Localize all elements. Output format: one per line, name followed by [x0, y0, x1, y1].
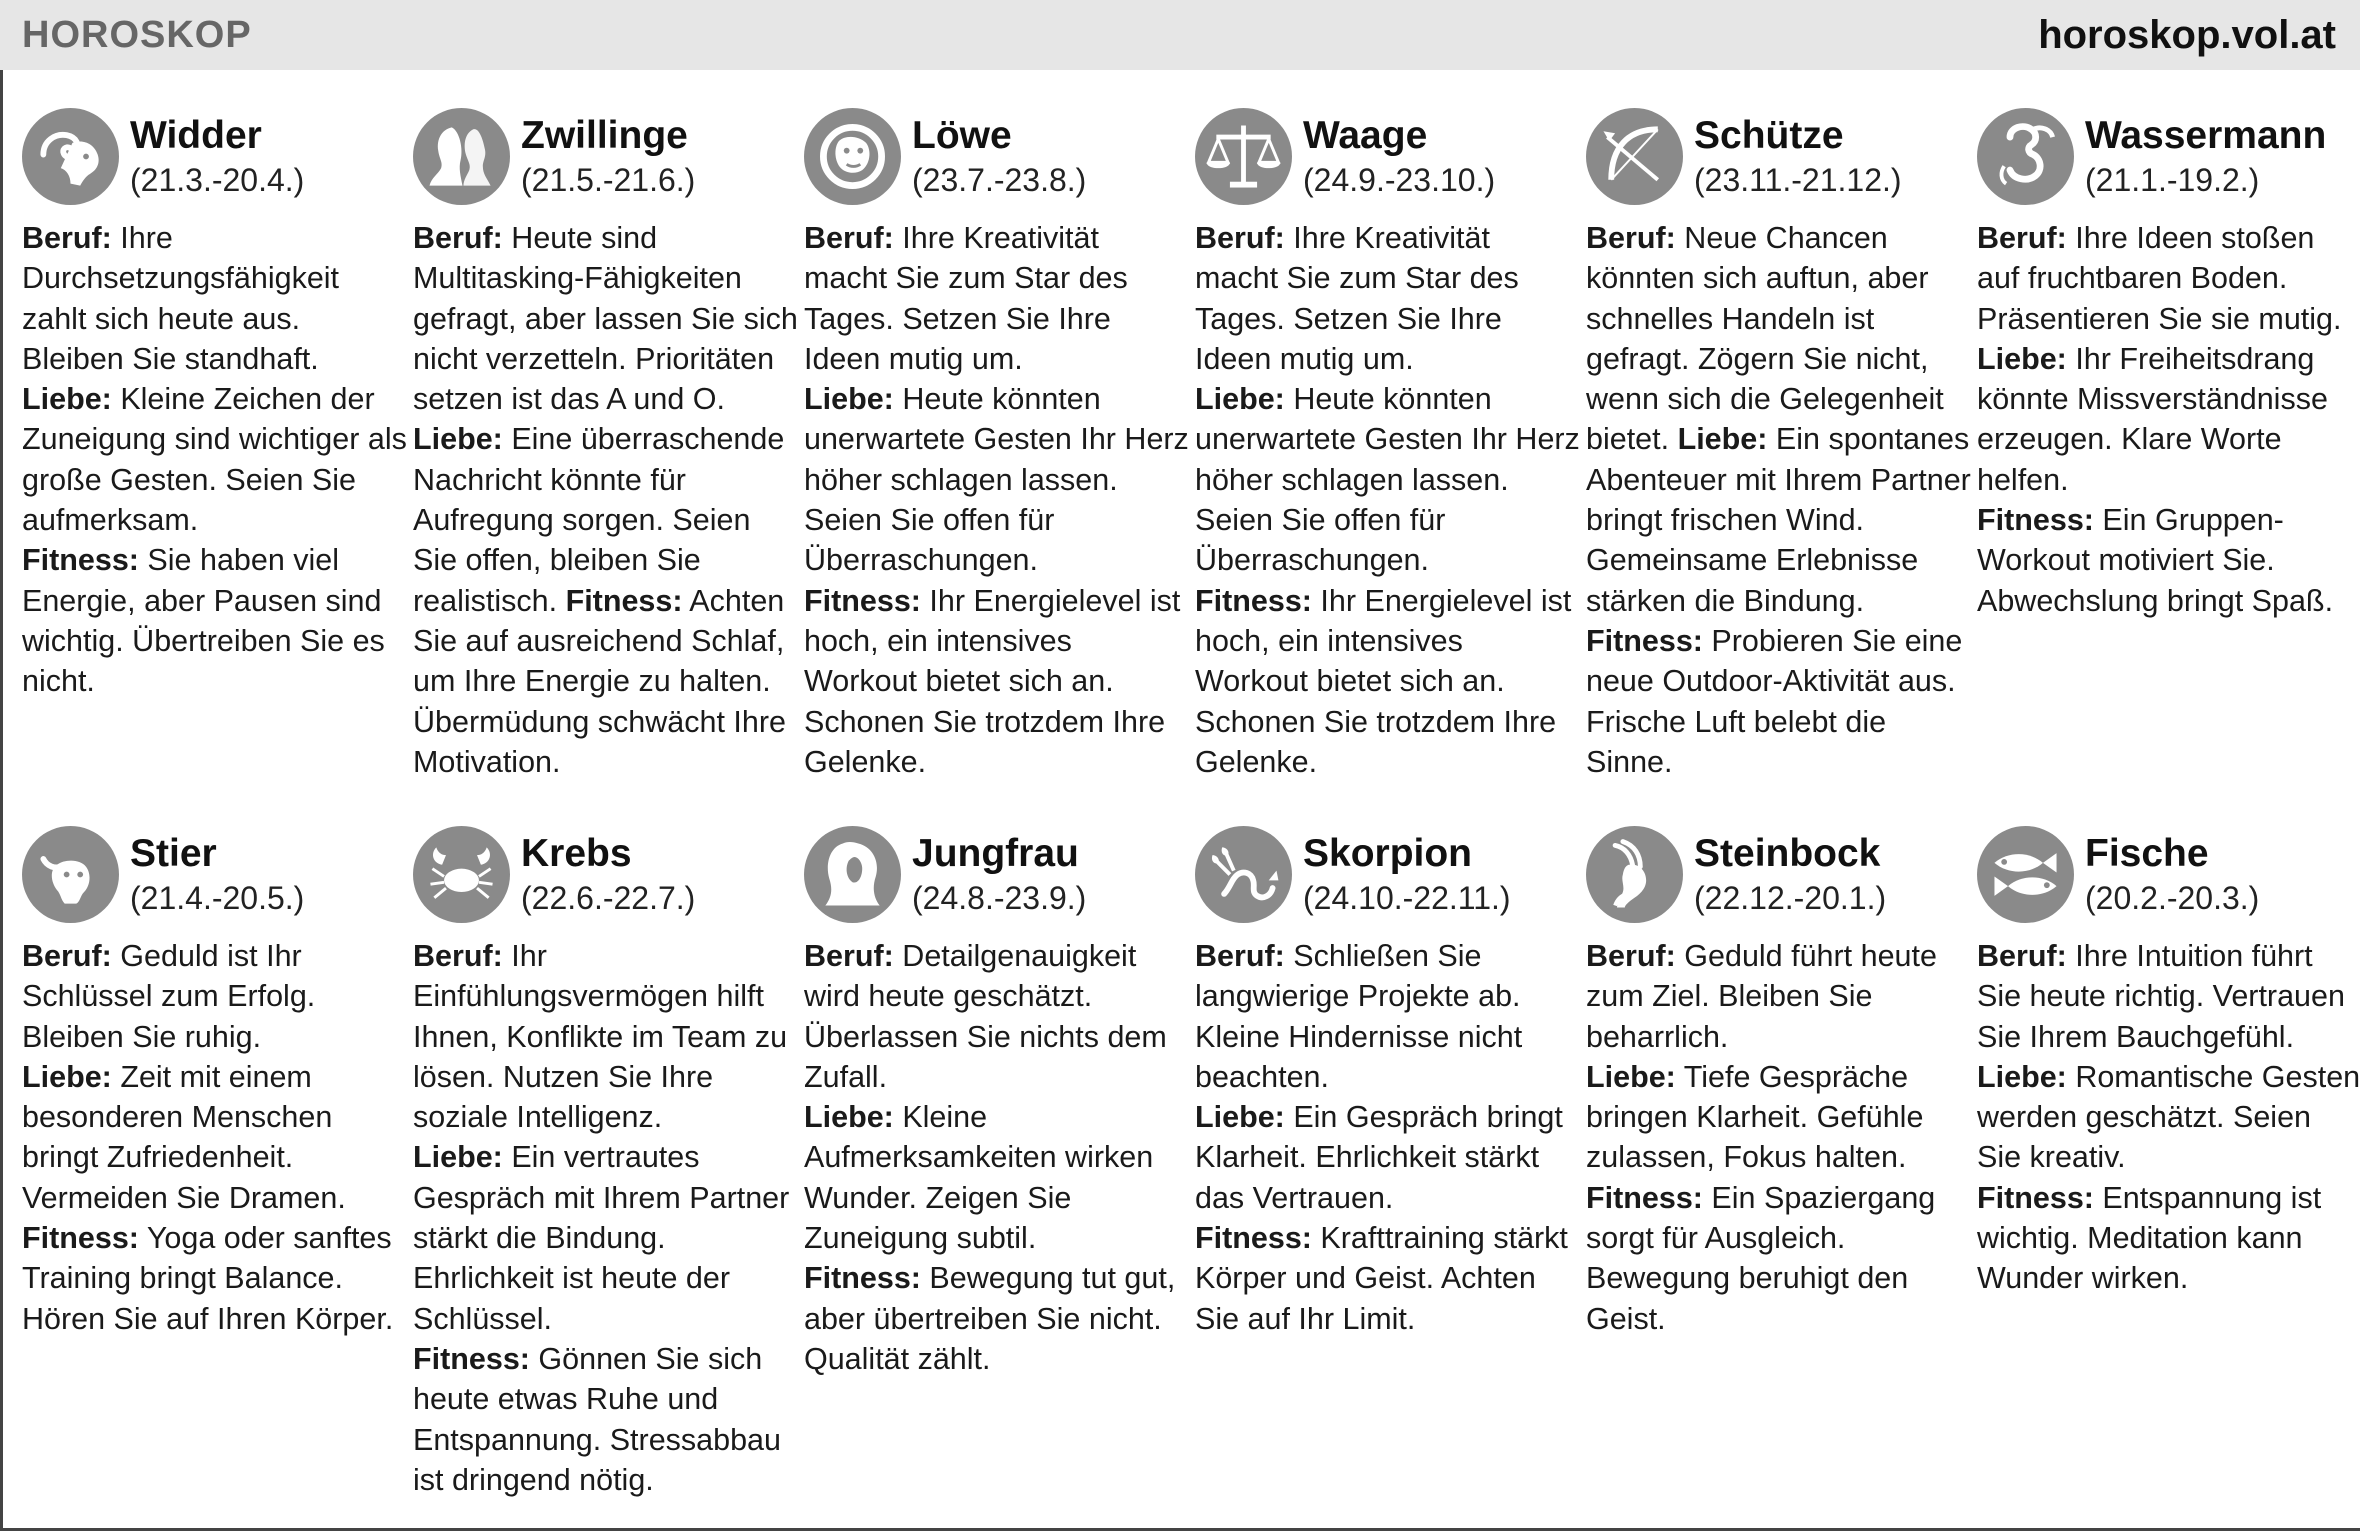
sign-text [1977, 218, 2360, 621]
sign-name: Löwe [912, 114, 1012, 157]
section-text: Ein Spaziergang sorgt für Ausgleich. Bewegung beruhigt den Geist. [1586, 1180, 1936, 1336]
section-label: Liebe: [22, 382, 112, 417]
sign-text [1195, 218, 1580, 782]
site-link[interactable]: horoskop.vol.at [2038, 13, 2336, 57]
twins-icon [413, 108, 510, 205]
sign-header [413, 826, 798, 936]
section-text: Heute könnten unerwartete Gesten Ihr Herz höher schlagen lassen. Seien Sie offen für Überraschungen. [1195, 382, 1580, 578]
section-label: Beruf: [804, 939, 894, 973]
section-text: Yoga oder sanftes Training bringt Balance. Hören Sie auf Ihren Körper. [22, 1221, 394, 1336]
sign-card-skorpion [1195, 826, 1586, 1526]
sign-card-schuetze [1586, 108, 1977, 826]
sign-text [804, 936, 1189, 1379]
sign-header [1977, 108, 2360, 218]
sign-dates: (23.7.-23.8.) [912, 162, 1087, 198]
section-text: Ein Gespräch bringt Klarheit. Ehrlichkeit stärkt das Vertrauen. [1195, 1100, 1563, 1215]
sign-dates: (21.3.-20.4.) [130, 162, 305, 198]
capricorn-icon [1586, 826, 1683, 923]
section-label: Beruf: [1977, 221, 2067, 255]
water-bearer-icon [1977, 108, 2074, 205]
section-label: Beruf: [1195, 939, 1285, 973]
section-text: Probieren Sie eine neue Outdoor-Aktivität aus. Frische Luft belebt die Sinne. [1586, 623, 1963, 779]
horoscope-grid [22, 108, 2360, 1526]
section-text: Bewegung tut gut, aber übertreiben Sie nicht. Qualität zählt. [804, 1261, 1176, 1376]
section-text: Tiefe Gespräche bringen Klarheit. Gefühle zulassen, Fokus halten. [1586, 1059, 1924, 1175]
section-label: Liebe: [1195, 1100, 1285, 1135]
section-text: Ihr Einfühlungsvermögen hilft Ihnen, Konflikte im Team zu lösen. Nutzen Sie Ihre soziale Intelligenz. [413, 939, 788, 1135]
sign-text [22, 218, 407, 702]
section-label: Liebe: [1977, 1059, 2067, 1094]
sign-card-widder [22, 108, 413, 826]
sign-dates: (23.11.-21.12.) [1694, 162, 1902, 198]
sign-name: Zwillinge [521, 114, 688, 157]
sign-card-zwillinge [413, 108, 804, 826]
section-label: Liebe: [1677, 422, 1768, 457]
section-text: Ihre Ideen stoßen auf fruchtbaren Boden. Präsentieren Sie sie mutig. [1977, 221, 2342, 336]
section-label: Beruf: [1195, 221, 1285, 255]
section-label: Fitness: [22, 1221, 139, 1256]
section-text: Eine überraschende Nachricht könnte für Aufregung sorgen. Seien Sie offen, bleiben Sie realistisch. [413, 422, 785, 618]
section-label: Fitness: [413, 1341, 530, 1376]
section-text: Krafttraining stärkt Körper und Geist. Achten Sie auf Ihr Limit. [1195, 1221, 1568, 1336]
section-label: Fitness: [1586, 623, 1703, 658]
section-text: Kleine Zeichen der Zuneigung sind wichtiger als große Gesten. Seien Sie aufmerksam. [22, 382, 407, 538]
sign-dates: (20.2.-20.3.) [2085, 880, 2260, 916]
sign-header [1195, 826, 1580, 936]
lion-icon [804, 108, 901, 205]
section-label: Beruf: [1586, 221, 1676, 255]
sign-header [1195, 108, 1580, 218]
sign-header [804, 826, 1189, 936]
sign-text [1977, 936, 2360, 1299]
section-label: Fitness: [1195, 583, 1312, 618]
sign-header [413, 108, 798, 218]
sign-name: Stier [130, 832, 217, 875]
sign-name: Jungfrau [912, 832, 1079, 875]
section-text: Ein spontanes Abenteuer mit Ihrem Partner bringt frischen Wind. Gemeinsame Erlebnisse stärken die Bindung. [1586, 422, 1971, 618]
virgin-icon [804, 826, 901, 923]
sign-dates: (24.10.-22.11.) [1303, 880, 1511, 916]
archer-icon [1586, 108, 1683, 205]
section-label: Fitness: [1977, 503, 2094, 538]
sign-card-krebs [413, 826, 804, 1526]
section-text: Ihre Kreativität macht Sie zum Star des Tages. Setzen Sie Ihre Ideen mutig um. [804, 221, 1128, 376]
section-text: Entspannung ist wichtig. Meditation kann Wunder wirken. [1977, 1180, 2322, 1296]
section-text: Schließen Sie langwierige Projekte ab. Kleine Hindernisse nicht beachten. [1195, 939, 1523, 1094]
sign-dates: (21.5.-21.6.) [521, 162, 696, 198]
section-text: Ihr Energielevel ist hoch, ein intensives Workout bietet sich an. Schonen Sie trotzdem Ihre Gelenke. [804, 583, 1181, 779]
section-text: Gönnen Sie sich heute etwas Ruhe und Entspannung. Stressabbau ist dringend nötig. [413, 1341, 781, 1497]
sign-name: Steinbock [1694, 832, 1881, 875]
section-text: Detailgenauigkeit wird heute geschätzt. Überlassen Sie nichts dem Zufall. [804, 939, 1167, 1094]
section-label: Liebe: [22, 1059, 112, 1094]
ram-icon [22, 108, 119, 205]
section-label: Liebe: [413, 422, 503, 457]
section-label: Liebe: [1195, 382, 1285, 417]
scales-icon [1195, 108, 1292, 205]
sign-card-loewe [804, 108, 1195, 826]
section-text: Geduld ist Ihr Schlüssel zum Erfolg. Bleiben Sie ruhig. [22, 939, 316, 1054]
section-text: Neue Chancen könnten sich auftun, aber schnelles Handeln ist gefragt. Zögern Sie nicht, wenn sich die Gelegenheit bietet. [1586, 221, 1944, 457]
sign-header [1586, 826, 1971, 936]
sign-name: Skorpion [1303, 832, 1473, 875]
sign-text [413, 936, 798, 1500]
sign-text [413, 218, 798, 782]
section-label: Beruf: [1586, 939, 1676, 973]
section-label: Beruf: [413, 939, 503, 973]
sign-dates: (21.4.-20.5.) [130, 880, 305, 916]
crab-icon [413, 826, 510, 923]
section-label: Fitness: [804, 583, 921, 618]
section-label: Liebe: [804, 382, 894, 417]
sign-header [1977, 826, 2360, 936]
sign-card-fische [1977, 826, 2360, 1526]
section-text: Achten Sie auf ausreichend Schlaf, um Ihre Energie zu halten. Übermüdung schwächt Ihre Motivation. [413, 583, 786, 779]
section-label: Fitness: [1586, 1180, 1703, 1215]
sign-header [1586, 108, 1971, 218]
section-label: Liebe: [1977, 341, 2067, 376]
section-text: Heute könnten unerwartete Gesten Ihr Herz höher schlagen lassen. Seien Sie offen für Überraschungen. [804, 382, 1189, 578]
section-text: Sie haben viel Energie, aber Pausen sind wichtig. Übertreiben Sie es nicht. [22, 543, 385, 699]
sign-card-stier [22, 826, 413, 1526]
sign-card-waage [1195, 108, 1586, 826]
fish-icon [1977, 826, 2074, 923]
section-label: Beruf: [804, 221, 894, 255]
section-label: Liebe: [1586, 1059, 1676, 1094]
sign-text [1586, 218, 1971, 782]
sign-dates: (22.6.-22.7.) [521, 880, 696, 916]
sign-name: Widder [130, 114, 262, 157]
sign-card-steinbock [1586, 826, 1977, 1526]
sign-name: Waage [1303, 114, 1428, 157]
section-label: Liebe: [413, 1140, 503, 1175]
section-label: Fitness: [565, 583, 683, 618]
section-label: Beruf: [22, 939, 112, 973]
header-bar [0, 0, 2360, 70]
section-title: HOROSKOP [22, 14, 252, 56]
section-text: Zeit mit einem besonderen Menschen bringt Zufriedenheit. Vermeiden Sie Dramen. [22, 1059, 346, 1215]
sign-dates: (21.1.-19.2.) [2085, 162, 2260, 198]
section-label: Liebe: [804, 1100, 894, 1135]
section-label: Fitness: [1977, 1180, 2094, 1215]
sign-dates: (24.8.-23.9.) [912, 880, 1087, 916]
bull-icon [22, 826, 119, 923]
section-text: Ihre Durchsetzungsfähigkeit zahlt sich heute aus. Bleiben Sie standhaft. [22, 221, 340, 376]
section-text: Romantische Gesten werden geschätzt. Seien Sie kreativ. [1977, 1059, 2360, 1175]
section-label: Beruf: [1977, 939, 2067, 973]
section-label: Beruf: [22, 221, 112, 255]
sign-text [1195, 936, 1580, 1339]
sign-card-wassermann [1977, 108, 2360, 826]
section-text: Heute sind Multitasking-Fähigkeiten gefragt, aber lassen Sie sich nicht verzetteln. Prioritäten setzen ist das A und O. [413, 221, 798, 417]
sign-name: Schütze [1694, 114, 1844, 157]
section-text: Ihr Energielevel ist hoch, ein intensives Workout bietet sich an. Schonen Sie trotzdem Ihre Gelenke. [1195, 583, 1572, 779]
sign-text [804, 218, 1189, 782]
sign-dates: (24.9.-23.10.) [1303, 162, 1496, 198]
section-text: Geduld führt heute zum Ziel. Bleiben Sie beharrlich. [1586, 939, 1937, 1054]
sign-name: Krebs [521, 832, 632, 875]
section-label: Fitness: [1195, 1221, 1312, 1256]
section-text: Ein vertrautes Gespräch mit Ihrem Partner stärkt die Bindung. Ehrlichkeit ist heute der Schlüssel. [413, 1140, 790, 1336]
sign-name: Wassermann [2085, 114, 2327, 157]
scorpion-icon [1195, 826, 1292, 923]
section-text: Ein Gruppen-Workout motiviert Sie. Abwechslung bringt Spaß. [1977, 503, 2334, 618]
sign-card-jungfrau [804, 826, 1195, 1526]
section-text: Ihr Freiheitsdrang könnte Missverständnisse erzeugen. Klare Worte helfen. [1977, 341, 2328, 497]
sign-text [22, 936, 407, 1339]
section-label: Beruf: [413, 221, 503, 255]
sign-header [804, 108, 1189, 218]
sign-header [22, 108, 407, 218]
section-label: Fitness: [804, 1261, 921, 1296]
section-text: Ihre Intuition führt Sie heute richtig. Vertrauen Sie Ihrem Bauchgefühl. [1977, 939, 2345, 1054]
section-label: Fitness: [22, 543, 139, 578]
sign-name: Fische [2085, 832, 2209, 875]
sign-dates: (22.12.-20.1.) [1694, 880, 1887, 916]
sign-header [22, 826, 407, 936]
section-text: Kleine Aufmerksamkeiten wirken Wunder. Zeigen Sie Zuneigung subtil. [804, 1100, 1154, 1256]
section-text: Ihre Kreativität macht Sie zum Star des Tages. Setzen Sie Ihre Ideen mutig um. [1195, 221, 1519, 376]
sign-text [1586, 936, 1971, 1339]
